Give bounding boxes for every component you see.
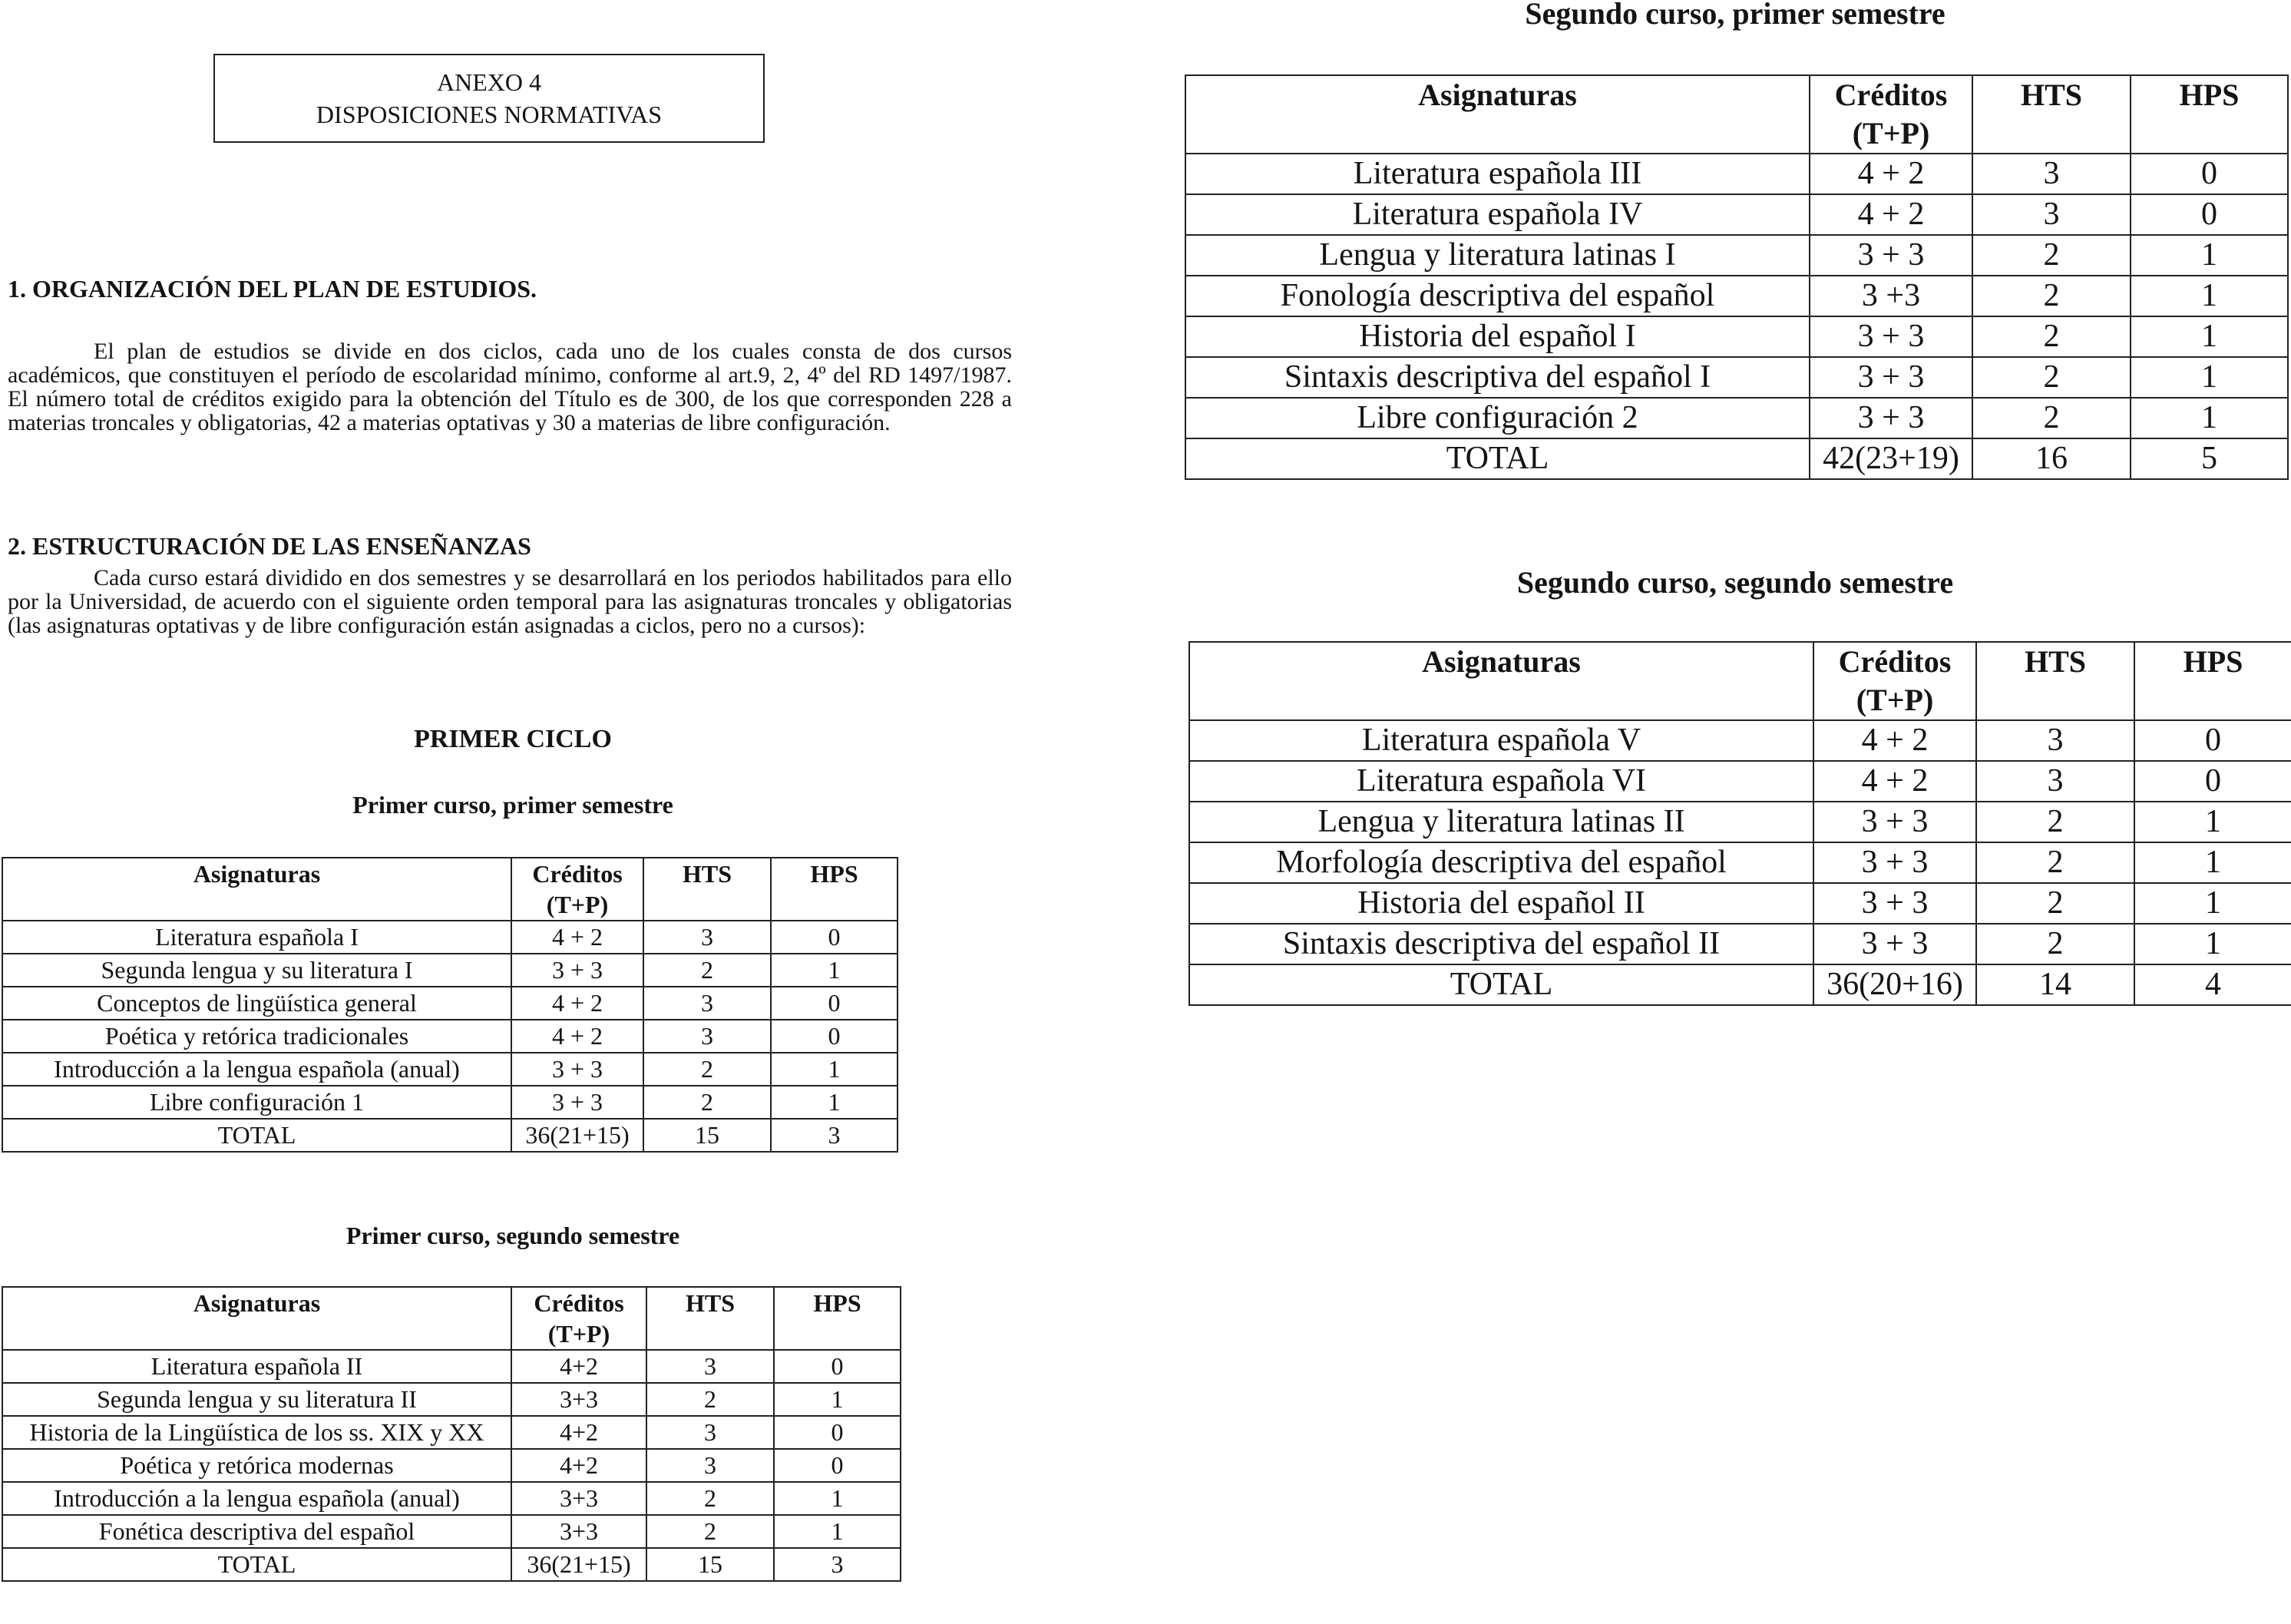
cell-credits: 3+3 xyxy=(511,1515,646,1548)
cell-hts: 2 xyxy=(643,954,771,987)
header-credits: Créditos (T+P) xyxy=(511,858,643,921)
cell-hps: 1 xyxy=(2131,357,2288,398)
cell-subject: Conceptos de lingüística general xyxy=(2,987,511,1020)
table-row xyxy=(1189,924,2291,964)
cell-hts: 3 xyxy=(643,987,771,1020)
cell-hps: 1 xyxy=(2134,802,2291,842)
cell-subject: TOTAL xyxy=(1185,438,1810,479)
table-title-y2s1: Segundo curso, primer semestre xyxy=(1525,0,1946,31)
header-hts: HTS xyxy=(643,858,771,921)
cell-hts: 2 xyxy=(646,1515,774,1548)
cell-credits: 36(21+15) xyxy=(511,1548,646,1581)
schedule-table-y2s2 xyxy=(1188,641,2291,1006)
cell-subject: Segunda lengua y su literatura II xyxy=(2,1383,511,1416)
cell-hts: 3 xyxy=(646,1416,774,1449)
table-row xyxy=(1189,842,2291,883)
table-header-row xyxy=(1189,642,2291,720)
cell-subject: Literatura española III xyxy=(1185,154,1810,194)
table-total-row xyxy=(1189,964,2291,1005)
cell-credits: 3+3 xyxy=(511,1482,646,1515)
cell-credits: 4 + 2 xyxy=(1813,720,1976,761)
cell-subject: Libre configuración 1 xyxy=(2,1086,511,1119)
annex-number: ANEXO 4 xyxy=(437,68,541,96)
cell-credits: 3 + 3 xyxy=(1813,842,1976,883)
cell-hps: 0 xyxy=(771,921,898,954)
cell-hts: 2 xyxy=(1976,883,2134,924)
header-subject: Asignaturas xyxy=(1189,642,1813,720)
cell-hps: 0 xyxy=(771,1020,898,1053)
cell-hps: 1 xyxy=(774,1515,901,1548)
cell-hps: 1 xyxy=(2131,398,2288,438)
cell-subject: Literatura española I xyxy=(2,921,511,954)
cell-hts: 2 xyxy=(646,1383,774,1416)
cell-credits: 3 + 3 xyxy=(511,1053,643,1086)
header-hps: HPS xyxy=(2131,75,2288,154)
cell-hps: 1 xyxy=(2131,276,2288,316)
section-1-title: 1. ORGANIZACIÓN DEL PLAN DE ESTUDIOS. xyxy=(8,275,537,303)
schedule-table-y1s1 xyxy=(2,857,898,1153)
cell-credits: 3 + 3 xyxy=(1810,398,1972,438)
cell-subject: Sintaxis descriptiva del español II xyxy=(1189,924,1813,964)
cell-credits: 3 + 3 xyxy=(1813,802,1976,842)
cell-credits: 3 + 3 xyxy=(1813,924,1976,964)
header-credits: Créditos (T+P) xyxy=(1813,642,1976,720)
cell-hps: 1 xyxy=(2134,842,2291,883)
cell-hps: 1 xyxy=(2131,316,2288,357)
table-row xyxy=(2,1515,901,1548)
cell-hts: 3 xyxy=(1976,761,2134,802)
cell-hps: 3 xyxy=(771,1119,898,1152)
cell-subject: Fonología descriptiva del español xyxy=(1185,276,1810,316)
table-total-row xyxy=(1185,438,2288,479)
cell-subject: Lengua y literatura latinas II xyxy=(1189,802,1813,842)
cell-subject: Sintaxis descriptiva del español I xyxy=(1185,357,1810,398)
cell-subject: Segunda lengua y su literatura I xyxy=(2,954,511,987)
cell-credits: 3 + 3 xyxy=(1813,883,1976,924)
cell-hps: 1 xyxy=(771,1053,898,1086)
cell-hts: 2 xyxy=(1976,924,2134,964)
cell-hts: 3 xyxy=(646,1449,774,1482)
cell-hps: 1 xyxy=(774,1383,901,1416)
cell-hps: 0 xyxy=(771,987,898,1020)
cell-hts: 3 xyxy=(646,1350,774,1383)
cell-hps: 1 xyxy=(771,954,898,987)
section-1-paragraph: El plan de estudios se divide en dos ciclos, cada uno de los cuales consta de dos cursos académicos, que constituyen el período de escolaridad mínimo, conforme al art.9, 2, 4º del RD 1497/1987. El número total de créditos exigido para la obtención del Título es de 300, de los que corresponden 228 a materias troncales y obligatorias, 42 a materias optativas y 30 a materias de libre configuración. xyxy=(8,339,1012,435)
table-row xyxy=(2,1416,901,1449)
table-row xyxy=(2,1053,898,1086)
table-row xyxy=(2,987,898,1020)
cell-credits: 4+2 xyxy=(511,1416,646,1449)
cell-hts: 2 xyxy=(643,1053,771,1086)
table-header-row xyxy=(2,1287,901,1350)
cell-subject: Morfología descriptiva del español xyxy=(1189,842,1813,883)
cell-credits: 4 + 2 xyxy=(1813,761,1976,802)
cell-subject: Poética y retórica modernas xyxy=(2,1449,511,1482)
cell-subject: Literatura española VI xyxy=(1189,761,1813,802)
cell-subject: Fonética descriptiva del español xyxy=(2,1515,511,1548)
cell-subject: TOTAL xyxy=(2,1548,511,1581)
header-hts: HTS xyxy=(1976,642,2134,720)
cell-hps: 1 xyxy=(2131,235,2288,276)
table-row xyxy=(1185,316,2288,357)
cell-credits: 36(20+16) xyxy=(1813,964,1976,1005)
cell-hts: 2 xyxy=(646,1482,774,1515)
table-row xyxy=(1189,720,2291,761)
cell-hts: 3 xyxy=(1972,154,2131,194)
cell-hts: 2 xyxy=(1972,235,2131,276)
cell-hps: 4 xyxy=(2134,964,2291,1005)
cell-hts: 2 xyxy=(1976,842,2134,883)
cell-hps: 5 xyxy=(2131,438,2288,479)
cell-hts: 3 xyxy=(643,1020,771,1053)
primer-ciclo-heading: PRIMER CICLO xyxy=(414,725,612,753)
cell-hps: 0 xyxy=(2134,720,2291,761)
cell-subject: Lengua y literatura latinas I xyxy=(1185,235,1810,276)
cell-hts: 15 xyxy=(646,1548,774,1581)
table-row xyxy=(1185,235,2288,276)
cell-subject: Libre configuración 2 xyxy=(1185,398,1810,438)
cell-hps: 0 xyxy=(2131,154,2288,194)
cell-hps: 1 xyxy=(774,1482,901,1515)
cell-hts: 2 xyxy=(1976,802,2134,842)
header-subject: Asignaturas xyxy=(1185,75,1810,154)
cell-credits: 3 + 3 xyxy=(511,954,643,987)
section-2-paragraph: Cada curso estará dividido en dos semestres y se desarrollará en los periodos habilitados para ello por la Universidad, de acuerdo con el siguiente orden temporal para las asignaturas troncales y obligatorias (las asignaturas optativas y de libre configuración están asignadas a ciclos, pero no a cursos): xyxy=(8,565,1012,638)
cell-hps: 1 xyxy=(2134,924,2291,964)
cell-hps: 1 xyxy=(771,1086,898,1119)
header-subject: Asignaturas xyxy=(2,1287,511,1350)
cell-hps: 0 xyxy=(2131,194,2288,235)
header-credits: Créditos (T+P) xyxy=(511,1287,646,1350)
cell-credits: 4+2 xyxy=(511,1350,646,1383)
annex-box xyxy=(213,54,765,143)
cell-credits: 4+2 xyxy=(511,1449,646,1482)
header-subject: Asignaturas xyxy=(2,858,511,921)
table-row xyxy=(2,954,898,987)
cell-credits: 3 +3 xyxy=(1810,276,1972,316)
table-row xyxy=(1185,194,2288,235)
cell-hps: 0 xyxy=(774,1350,901,1383)
cell-hts: 3 xyxy=(1972,194,2131,235)
cell-credits: 4 + 2 xyxy=(511,921,643,954)
cell-credits: 4 + 2 xyxy=(1810,154,1972,194)
table-header-row xyxy=(2,858,898,921)
cell-subject: Introducción a la lengua española (anual) xyxy=(2,1482,511,1515)
cell-subject: TOTAL xyxy=(2,1119,511,1152)
cell-credits: 3 + 3 xyxy=(1810,357,1972,398)
cell-subject: Historia del español I xyxy=(1185,316,1810,357)
header-hts: HTS xyxy=(1972,75,2131,154)
cell-hts: 14 xyxy=(1976,964,2134,1005)
cell-hps: 0 xyxy=(774,1449,901,1482)
header-hps: HPS xyxy=(771,858,898,921)
table-row xyxy=(1189,802,2291,842)
header-hps: HPS xyxy=(2134,642,2291,720)
table-row xyxy=(1185,398,2288,438)
cell-subject: Poética y retórica tradicionales xyxy=(2,1020,511,1053)
cell-credits: 42(23+19) xyxy=(1810,438,1972,479)
header-hps: HPS xyxy=(774,1287,901,1350)
cell-subject: Literatura española V xyxy=(1189,720,1813,761)
table-total-row xyxy=(2,1548,901,1581)
table-row xyxy=(2,921,898,954)
cell-credits: 3 + 3 xyxy=(511,1086,643,1119)
table-row xyxy=(2,1020,898,1053)
cell-hts: 2 xyxy=(1972,357,2131,398)
table-row xyxy=(1185,357,2288,398)
annex-title: DISPOSICIONES NORMATIVAS xyxy=(316,101,663,128)
cell-hts: 2 xyxy=(1972,316,2131,357)
header-credits: Créditos (T+P) xyxy=(1810,75,1972,154)
cell-hts: 2 xyxy=(1972,398,2131,438)
cell-hts: 3 xyxy=(643,921,771,954)
table-row xyxy=(1189,883,2291,924)
cell-subject: Historia del español II xyxy=(1189,883,1813,924)
cell-credits: 3+3 xyxy=(511,1383,646,1416)
cell-hts: 2 xyxy=(1972,276,2131,316)
table-row xyxy=(2,1449,901,1482)
cell-hps: 3 xyxy=(774,1548,901,1581)
cell-credits: 4 + 2 xyxy=(511,987,643,1020)
schedule-table-y2s1 xyxy=(1185,74,2289,480)
cell-credits: 3 + 3 xyxy=(1810,316,1972,357)
table-row xyxy=(2,1350,901,1383)
cell-subject: Literatura española II xyxy=(2,1350,511,1383)
table-title-y1s2: Primer curso, segundo semestre xyxy=(345,1222,680,1249)
section-2-title: 2. ESTRUCTURACIÓN DE LAS ENSEÑANZAS xyxy=(8,532,531,560)
table-row xyxy=(1189,761,2291,802)
table-total-row xyxy=(2,1119,898,1152)
cell-hts: 2 xyxy=(643,1086,771,1119)
table-row xyxy=(2,1383,901,1416)
cell-credits: 4 + 2 xyxy=(1810,194,1972,235)
cell-credits: 3 + 3 xyxy=(1810,235,1972,276)
table-row xyxy=(1185,154,2288,194)
cell-credits: 4 + 2 xyxy=(511,1020,643,1053)
cell-subject: TOTAL xyxy=(1189,964,1813,1005)
table-row xyxy=(1185,276,2288,316)
cell-hps: 1 xyxy=(2134,883,2291,924)
table-title-y2s2: Segundo curso, segundo semestre xyxy=(1516,565,1954,600)
cell-hts: 16 xyxy=(1972,438,2131,479)
cell-hps: 0 xyxy=(2134,761,2291,802)
table-header-row xyxy=(1185,75,2288,154)
cell-hts: 3 xyxy=(1976,720,2134,761)
cell-hps: 0 xyxy=(774,1416,901,1449)
header-hts: HTS xyxy=(646,1287,774,1350)
cell-subject: Historia de la Lingüística de los ss. XIX y XX xyxy=(2,1416,511,1449)
table-row xyxy=(2,1482,901,1515)
table-row xyxy=(2,1086,898,1119)
cell-subject: Introducción a la lengua española (anual) xyxy=(2,1053,511,1086)
cell-hts: 15 xyxy=(643,1119,771,1152)
table-title-y1s1: Primer curso, primer semestre xyxy=(352,791,673,819)
cell-subject: Literatura española IV xyxy=(1185,194,1810,235)
cell-credits: 36(21+15) xyxy=(511,1119,643,1152)
schedule-table-y1s2 xyxy=(2,1286,901,1582)
